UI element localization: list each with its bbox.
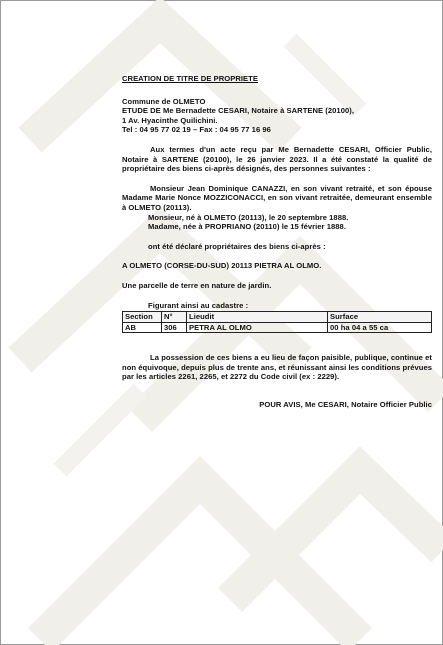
cell-surface: 00 ha 04 a 55 ca	[328, 322, 432, 333]
cell-num: 306	[162, 322, 187, 333]
header-section: Section	[123, 312, 162, 323]
cell-lieudit: PETRA AL OLMO	[187, 322, 328, 333]
notice-title: CREATION DE TITRE DE PROPRIETE	[122, 74, 258, 83]
cadastre-table	[122, 311, 432, 333]
header-num: N°	[162, 312, 187, 323]
monsieur-birth-line: Monsieur, né à OLMETO (20113), le 20 septembre 1888.	[148, 212, 349, 222]
etude-line: ETUDE DE Me Bernadette CESARI, Notaire à SARTENE (20100),	[122, 106, 354, 116]
commune-line: Commune de OLMETO	[122, 96, 206, 106]
madame-birth-line: Madame, née à PROPRIANO (20110) le 15 février 1888.	[148, 222, 346, 232]
address-line: 1 Av. Hyacinthe Quilichini.	[122, 115, 218, 125]
possession-paragraph: La possession de ces biens a eu lieu de façon paisible, publique, continue et non équivoque, depuis plus de trente ans, et réunissant ainsi les conditions prévues par les articles 2261, 2265, et 2272 du Code civil (ex : 2229).	[122, 353, 432, 382]
intro-paragraph: Aux termes d'un acte reçu par Me Bernadette CESARI, Officier Public, Notaire à SARTENE (20100), le 26 janvier 2023. Il a été constaté la qualité de propriétaire des biens ci-après désignés, des personnes suivantes :	[122, 144, 432, 174]
header-surface: Surface	[328, 312, 432, 323]
table-row	[123, 322, 432, 333]
parcel-line: Une parcelle de terre en nature de jardin.	[122, 280, 272, 290]
owners-paragraph: Monsieur Jean Dominique CANAZZI, en son vivant retraité, et son épouse Madame Marie Nonce MOZZICONACCI, en son vivant retraitée, demeurant ensemble à OLMETO (20113).	[122, 183, 432, 212]
location-line: A OLMETO (CORSE-DU-SUD) 20113 PIETRA AL OLMO.	[122, 261, 322, 271]
notice-body	[122, 74, 432, 410]
table-header-row	[123, 312, 432, 323]
header-lieudit: Lieudit	[187, 312, 328, 323]
contact-line: Tel : 04 95 77 02 19 – Fax : 04 95 77 16 96	[122, 125, 271, 135]
cell-section: AB	[123, 322, 162, 333]
cadastre-label: Figurant ainsi au cadastre :	[148, 300, 249, 310]
declared-line: ont été déclaré propriétaires des biens ci-après :	[148, 241, 326, 251]
signature-line: POUR AVIS, Me CESARI, Notaire Officier Public	[259, 400, 432, 410]
